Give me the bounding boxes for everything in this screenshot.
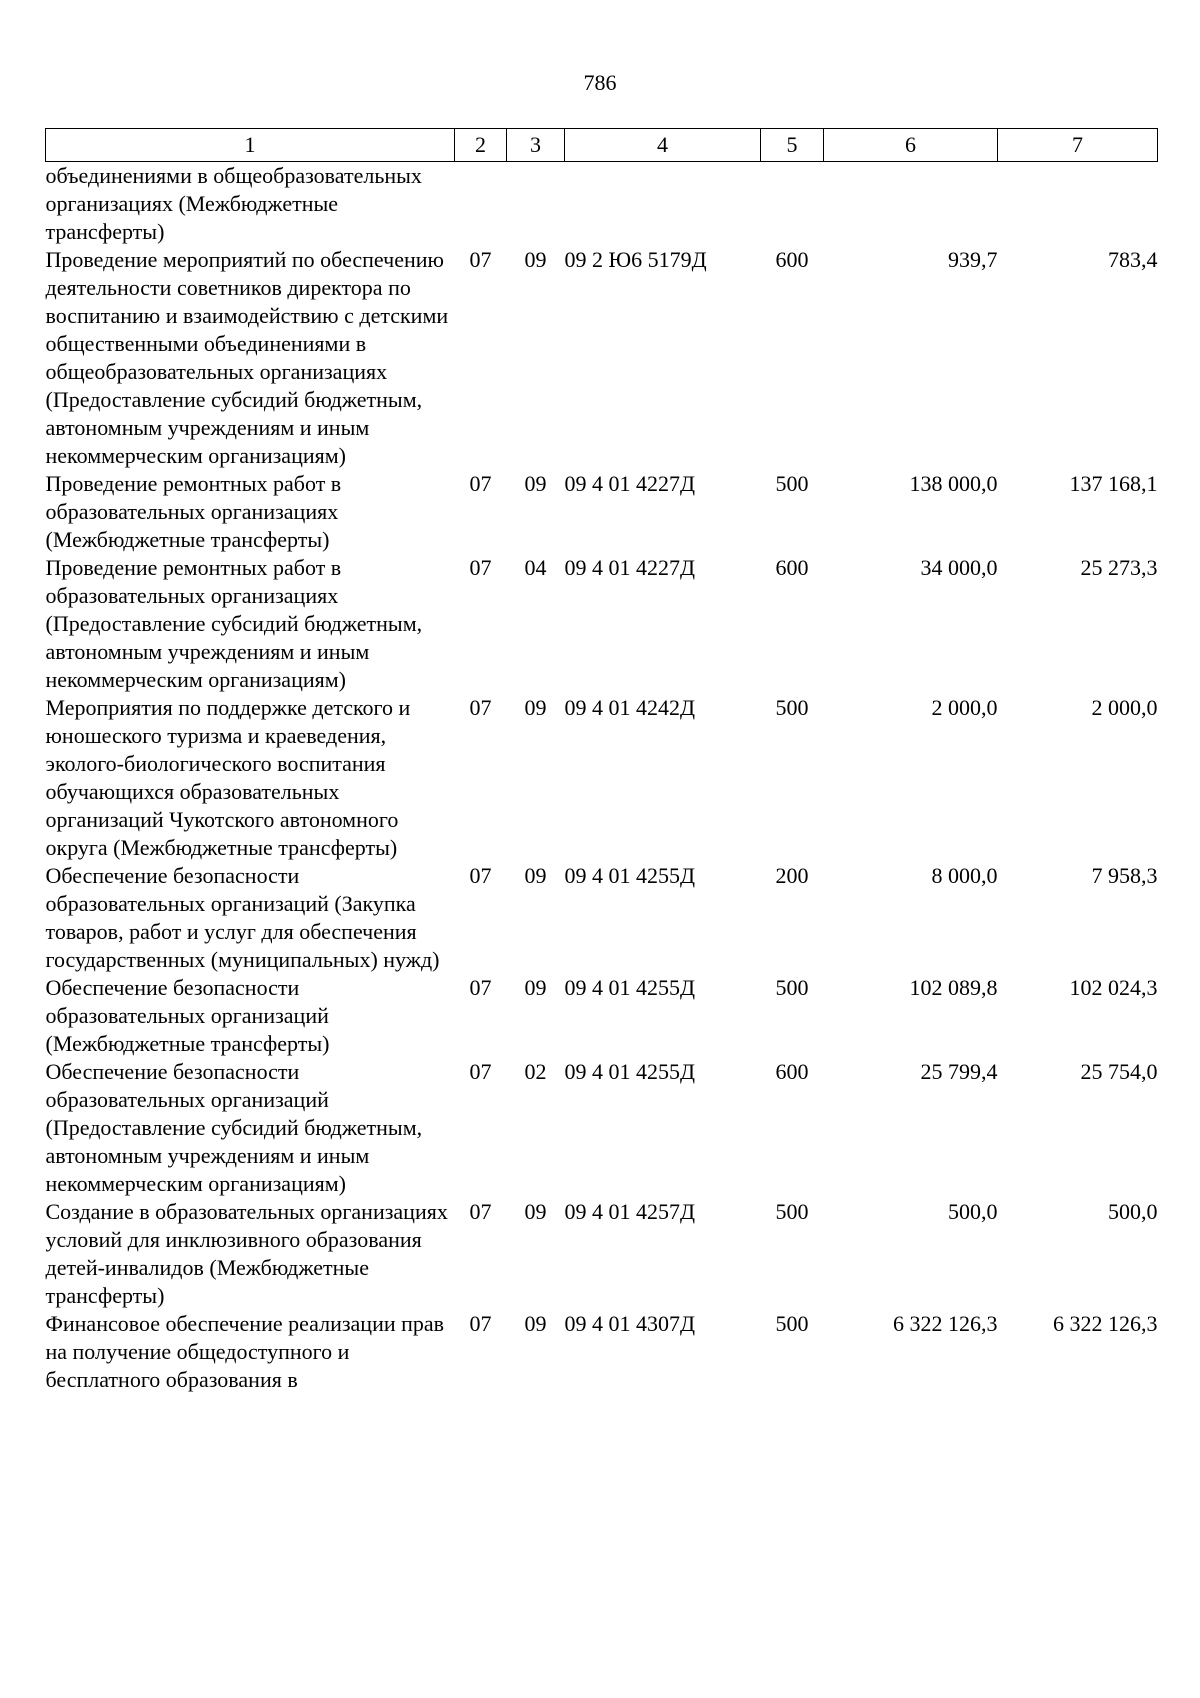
row-section: 07 bbox=[469, 1311, 492, 1336]
table-row bbox=[46, 246, 1158, 470]
table-row bbox=[46, 554, 1158, 694]
header-row bbox=[46, 129, 1158, 162]
row-name: Мероприятия по поддержке детского и юношеского туризма и краеведения, эколого-биологического воспитания обучающихся образовательных организаций Чукотского автономного округа (Межбюджетные трансферты) bbox=[45, 695, 411, 860]
row-name: Создание в образовательных организациях условий для инклюзивного образования детей-инвалидов (Межбюджетные трансферты) bbox=[45, 1199, 448, 1308]
row-section: 07 bbox=[469, 1199, 492, 1224]
row-subsection: 09 bbox=[524, 975, 547, 1000]
row-section: 07 bbox=[469, 695, 492, 720]
header-col-4: 4 bbox=[565, 129, 761, 162]
row-subsection: 09 bbox=[524, 1199, 547, 1224]
row-subsection bbox=[507, 162, 565, 247]
budget-table bbox=[45, 128, 1158, 1394]
row-name: Обеспечение безопасности образовательных организаций (Предоставление субсидий бюджетным, автономным учреждениям и иным некоммерческим организациям) bbox=[45, 1059, 423, 1196]
row-amount-planned: 6 322 126,3 bbox=[893, 1311, 998, 1336]
table-row bbox=[46, 974, 1158, 1058]
row-section: 07 bbox=[469, 471, 492, 496]
row-target-article: 09 4 01 4255Д bbox=[564, 1059, 696, 1084]
row-amount-executed: 783,4 bbox=[1108, 247, 1158, 272]
row-name: Обеспечение безопасности образовательных организаций (Закупка товаров, работ и услуг для обеспечения государственных (муниципальных) нужд) bbox=[45, 863, 440, 972]
row-name: Проведение ремонтных работ в образовательных организациях (Межбюджетные трансферты) bbox=[45, 471, 342, 552]
row-subsection: 09 bbox=[524, 471, 547, 496]
row-amount-planned bbox=[824, 162, 998, 247]
row-subsection: 09 bbox=[524, 695, 547, 720]
table-row bbox=[46, 470, 1158, 554]
row-name: Проведение ремонтных работ в образовательных организациях (Предоставление субсидий бюджетным, автономным учреждениям и иным некоммерческим организациям) bbox=[45, 555, 423, 692]
row-subsection: 02 bbox=[524, 1059, 547, 1084]
row-name: объединениями в общеобразовательных организациях (Межбюджетные трансферты) bbox=[45, 163, 422, 244]
row-amount-planned: 2 000,0 bbox=[931, 695, 998, 720]
row-section: 07 bbox=[469, 555, 492, 580]
table-header bbox=[46, 129, 1158, 162]
row-amount-planned: 500,0 bbox=[948, 1199, 998, 1224]
header-col-2: 2 bbox=[455, 129, 507, 162]
row-amount-planned: 138 000,0 bbox=[909, 471, 998, 496]
page-number: 786 bbox=[583, 70, 617, 95]
table-row bbox=[46, 1198, 1158, 1310]
row-amount-executed: 102 024,3 bbox=[1069, 975, 1158, 1000]
row-amount-executed: 25 273,3 bbox=[1080, 555, 1158, 580]
row-amount-planned: 939,7 bbox=[948, 247, 998, 272]
row-expense-type: 600 bbox=[775, 555, 809, 580]
row-target-article: 09 4 01 4227Д bbox=[564, 471, 696, 496]
header-col-3: 3 bbox=[507, 129, 565, 162]
row-expense-type: 500 bbox=[775, 1199, 809, 1224]
row-amount-executed: 500,0 bbox=[1108, 1199, 1158, 1224]
row-name: Финансовое обеспечение реализации прав на получение общедоступного и бесплатного образования в bbox=[45, 1311, 445, 1392]
row-expense-type: 500 bbox=[775, 1311, 809, 1336]
row-amount-executed: 137 168,1 bbox=[1069, 471, 1158, 496]
header-col-5: 5 bbox=[761, 129, 824, 162]
row-amount-planned: 102 089,8 bbox=[909, 975, 998, 1000]
row-name: Обеспечение безопасности образовательных организаций (Межбюджетные трансферты) bbox=[45, 975, 330, 1056]
row-amount-executed: 7 958,3 bbox=[1091, 863, 1158, 888]
row-expense-type bbox=[761, 162, 824, 247]
table-row bbox=[46, 162, 1158, 247]
table-row bbox=[46, 694, 1158, 862]
header-col-7: 7 bbox=[998, 129, 1158, 162]
row-subsection: 09 bbox=[524, 247, 547, 272]
row-target-article: 09 4 01 4255Д bbox=[564, 975, 696, 1000]
row-amount-executed: 6 322 126,3 bbox=[1053, 1311, 1158, 1336]
header-col-6: 6 bbox=[824, 129, 998, 162]
row-amount-planned: 8 000,0 bbox=[931, 863, 998, 888]
row-expense-type: 500 bbox=[775, 975, 809, 1000]
row-section: 07 bbox=[469, 975, 492, 1000]
row-amount-executed: 25 754,0 bbox=[1080, 1059, 1158, 1084]
row-section: 07 bbox=[469, 1059, 492, 1084]
row-target-article: 09 4 01 4255Д bbox=[564, 863, 696, 888]
table-row bbox=[46, 862, 1158, 974]
row-expense-type: 500 bbox=[775, 471, 809, 496]
row-target-article: 09 4 01 4257Д bbox=[564, 1199, 696, 1224]
row-expense-type: 200 bbox=[775, 863, 809, 888]
row-target-article: 09 4 01 4242Д bbox=[564, 695, 696, 720]
header-col-1: 1 bbox=[46, 129, 455, 162]
row-target-article bbox=[565, 162, 761, 247]
row-amount-planned: 25 799,4 bbox=[920, 1059, 998, 1084]
row-section: 07 bbox=[469, 247, 492, 272]
row-amount-planned: 34 000,0 bbox=[920, 555, 998, 580]
row-expense-type: 600 bbox=[775, 247, 809, 272]
row-subsection: 09 bbox=[524, 863, 547, 888]
row-expense-type: 600 bbox=[775, 1059, 809, 1084]
row-section: 07 bbox=[469, 863, 492, 888]
row-target-article: 09 4 01 4307Д bbox=[564, 1311, 696, 1336]
row-subsection: 04 bbox=[524, 555, 547, 580]
row-section bbox=[455, 162, 507, 247]
table-body bbox=[46, 162, 1158, 1395]
table-row bbox=[46, 1310, 1158, 1394]
table-row bbox=[46, 1058, 1158, 1198]
row-name: Проведение мероприятий по обеспечению деятельности советников директора по воспитанию и взаимодействию с детскими общественными объединениями в общеобразовательных организациях (Предоставление субсидий бюджетным, автономным учреждениям и иным некоммерческим организациям) bbox=[45, 247, 449, 468]
row-subsection: 09 bbox=[524, 1311, 547, 1336]
row-amount-executed: 2 000,0 bbox=[1091, 695, 1158, 720]
row-amount-executed bbox=[998, 162, 1158, 247]
row-expense-type: 500 bbox=[775, 695, 809, 720]
row-target-article: 09 4 01 4227Д bbox=[564, 555, 696, 580]
row-target-article: 09 2 Ю6 5179Д bbox=[564, 247, 707, 272]
